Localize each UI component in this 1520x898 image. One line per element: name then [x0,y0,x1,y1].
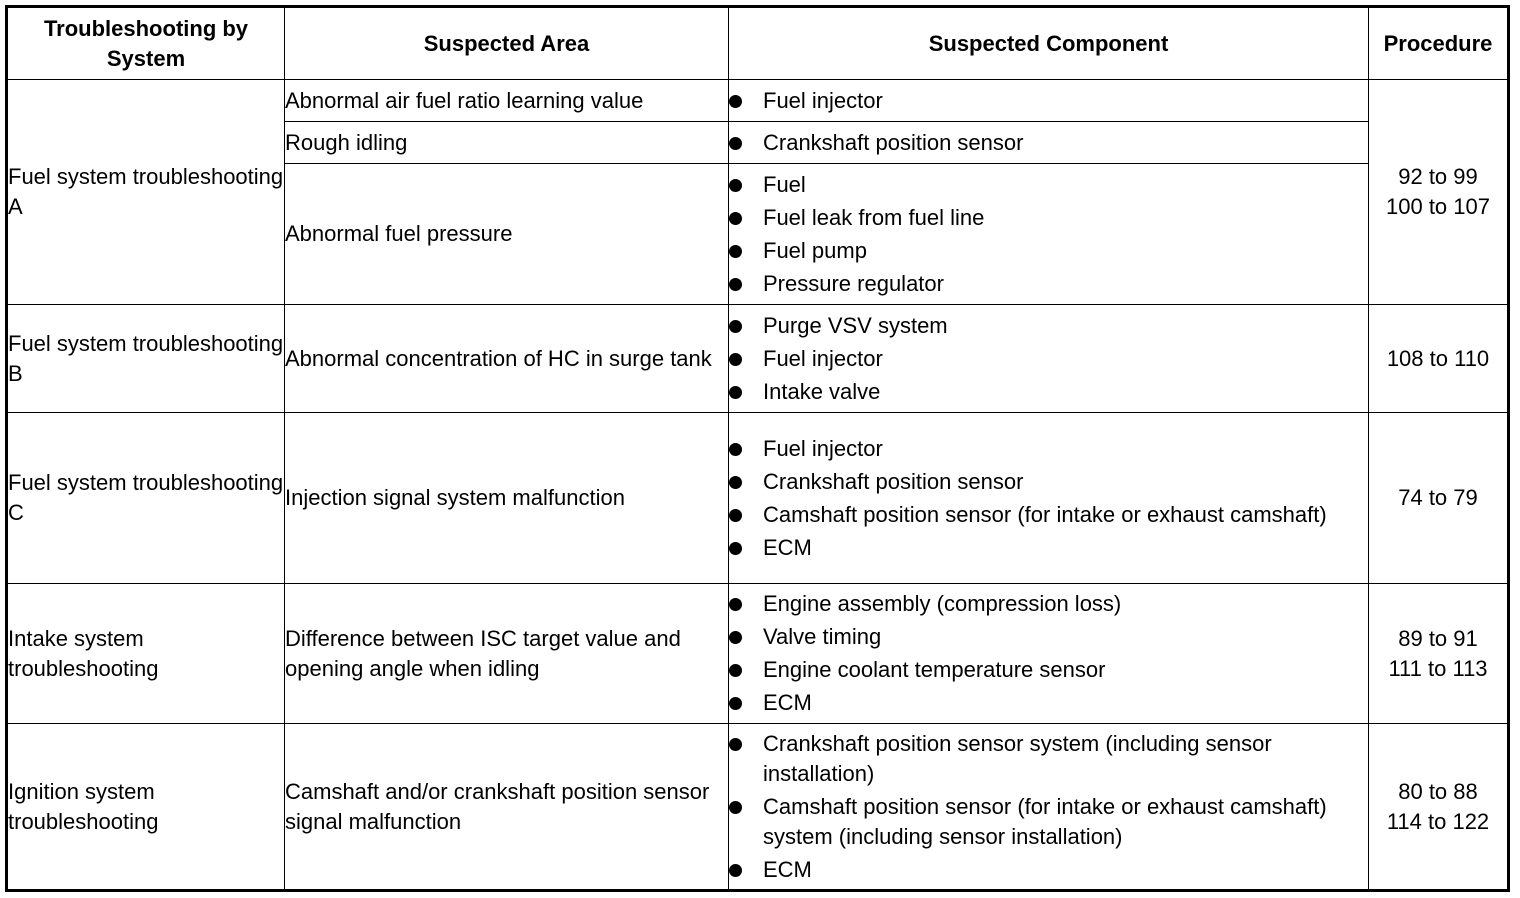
area-cell: Abnormal fuel pressure [285,164,729,305]
system-cell: Intake system troubleshooting [7,584,285,724]
component-item: Crankshaft position sensor [729,467,1368,497]
component-item: Engine coolant temperature sensor [729,655,1368,685]
header-row [7,7,1509,80]
procedure-range: 100 to 107 [1386,194,1490,219]
component-item: Fuel [729,170,1368,200]
component-item: Camshaft position sensor (for intake or exhaust camshaft) [729,500,1368,530]
component-item: Fuel injector [729,434,1368,464]
component-item: Crankshaft position sensor [729,128,1368,158]
component-item: Intake valve [729,377,1368,407]
component-item: Engine assembly (compression loss) [729,589,1368,619]
procedure-cell [1369,413,1509,584]
component-item: Fuel leak from fuel line [729,203,1368,233]
area-cell: Injection signal system malfunction [285,413,729,584]
component-cell [729,80,1369,122]
troubleshooting-table [5,5,1510,892]
component-cell [729,413,1369,584]
procedure-cell [1369,305,1509,413]
component-item: Fuel pump [729,236,1368,266]
procedure-cell [1369,80,1509,305]
system-cell: Ignition system troubleshooting [7,724,285,891]
procedure-cell [1369,584,1509,724]
table-row [7,584,1509,724]
system-cell: Fuel system troubleshooting C [7,413,285,584]
area-cell: Rough idling [285,122,729,164]
component-item: ECM [729,688,1368,718]
system-cell: Fuel system troubleshooting A [7,80,285,305]
area-cell: Camshaft and/or crankshaft position sensor signal malfunction [285,724,729,891]
component-item: Crankshaft position sensor system (including sensor installation) [729,729,1368,789]
table-row [7,413,1509,584]
procedure-range: 108 to 110 [1386,345,1490,371]
procedure-range: 80 to 88 [1398,778,1478,804]
procedure-cell [1369,724,1509,891]
table-row [7,305,1509,413]
component-item: ECM [729,533,1368,563]
procedure-range: 74 to 79 [1398,485,1478,510]
area-cell: Difference between ISC target value and opening angle when idling [285,584,729,724]
component-cell [729,724,1369,891]
component-cell [729,122,1369,164]
header-area: Suspected Area [285,7,729,80]
header-system: Troubleshooting by System [7,7,285,80]
component-item: ECM [729,855,1368,885]
component-item: Camshaft position sensor (for intake or exhaust camshaft) system (including sensor installation) [729,792,1368,852]
component-item: Fuel injector [729,86,1368,116]
component-cell [729,164,1369,305]
component-item: Purge VSV system [729,311,1368,341]
procedure-range: 111 to 113 [1388,655,1488,681]
component-item: Pressure regulator [729,269,1368,299]
area-cell: Abnormal air fuel ratio learning value [285,80,729,122]
component-cell [729,584,1369,724]
system-cell: Fuel system troubleshooting B [7,305,285,413]
component-item: Valve timing [729,622,1368,652]
table-row [7,724,1509,891]
component-item: Fuel injector [729,344,1368,374]
area-cell: Abnormal concentration of HC in surge tank [285,305,729,413]
procedure-range: 89 to 91 [1398,625,1478,651]
procedure-range: 92 to 99 [1398,164,1478,189]
header-component: Suspected Component [729,7,1369,80]
table-row [7,80,1509,122]
header-procedure: Procedure [1369,7,1509,80]
component-cell [729,305,1369,413]
procedure-range: 114 to 122 [1386,808,1490,834]
